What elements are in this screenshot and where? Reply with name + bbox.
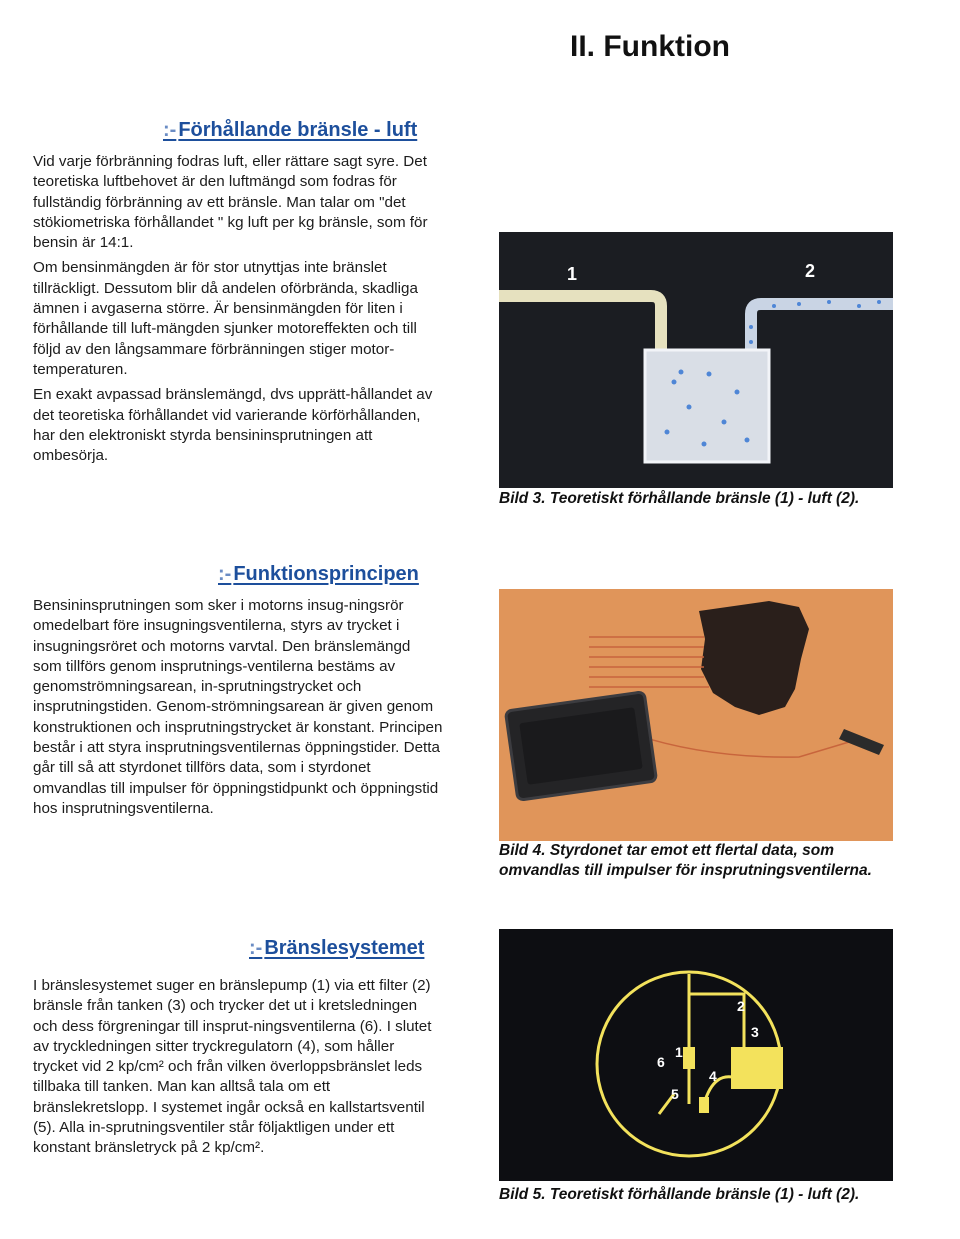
paragraph: Bensininsprutningen som sker i motorns insug-ningsrör omedelbart före insugningsventilerna, styrs av trycket i insugningsröret och motorns varvtal. Den bränslemängd som tillförs genom insprutnings-ventilerna bestäms av genomströmningsarean, in-sprutningstrycket och insprutningstiden. Genom-strömningsarean är given genom konstruktionen och insprutningstrycket är konstant. Principen består i att styra insprutningsventilernas öppningstider. Detta går till så att styrdonet tillförs data, som i styrdonet omvandlas till impulser för öppningstidpunkt och öppningstid hos insprutningsventilerna.	[33, 597, 443, 817]
section-heading-fuel-system	[249, 937, 424, 960]
bullet-icon: :-	[249, 937, 263, 959]
paragraph: I bränslesystemet suger en bränslepump (1) via ett filter (2) bränsle från tanken (3) och trycker det ut i kretsledningen och dess förgreningar till insprut-ningsventilerna (6). I slutet av tryckledningen sitter tryckregulatorn (4), som håller trycket vid 2 kp/cm² och från vilken överloppsbränslet leds tillbaka till tanken. Man kan alltså tala om ett bränslekretslopp. I systemet ingår också en kallstartsventil (5). Alla in-sprutningsventiler står följaktligen under ett konstant bränsletryck på 2 kp/cm².	[33, 977, 432, 1157]
label-cold-start-valve: 5	[671, 1086, 679, 1102]
figure-control-unit	[499, 589, 893, 841]
figure-label-2: 2	[805, 261, 816, 281]
figure-caption-4: Bild 4. Styrdonet tar emot ett flertal data, som omvandlas till impulser för insprutningsventilerna.	[499, 842, 872, 879]
section-body-fuel-system	[33, 976, 443, 1164]
section-heading-fuel-air-ratio	[163, 119, 417, 142]
label-pump: 1	[675, 1044, 683, 1060]
fuel-tank	[731, 1047, 783, 1089]
label-regulator: 4	[709, 1068, 717, 1084]
label-tank: 3	[751, 1024, 759, 1040]
label-injectors: 6	[657, 1054, 665, 1070]
label-filter: 2	[737, 998, 745, 1014]
paragraph: Om bensinmängden är för stor utnyttjas inte bränslet tillräckligt. Dessutom blir då andelen oförbrända, skadliga ämnen i avgaserna större. Är bensinmängden för liten i förhållande till luft-mängden sjunker motoreffekten och till följd av den långsammare förbränningen stiger motor-temperaturen.	[33, 259, 418, 378]
heading-text: Förhållande bränsle - luft	[178, 119, 418, 141]
section-heading-function-principle	[218, 563, 419, 586]
paragraph: Vid varje förbränning fodras luft, eller rättare sagt syre. Det teoretiska luftbehovet är den luftmängd som fodras för fullständig förbränning av ett bränsle. Man talar om "det stökiometriska förhållandet " kg luft per kg bränsle, som för bensin är 14:1.	[33, 153, 428, 252]
section-body-function-principle	[33, 596, 443, 824]
figure-background	[499, 929, 893, 1181]
heading-text: Bränslesystemet	[264, 937, 425, 959]
bullet-icon: :-	[218, 563, 232, 585]
heading-text: Funktionsprincipen	[233, 563, 419, 585]
fuel-air-ratio-illustration	[499, 232, 893, 488]
fuel-system-diagram	[499, 929, 893, 1181]
control-unit-photo	[499, 589, 893, 841]
page-title: II. Funktion	[570, 30, 730, 63]
figure-caption-5: Bild 5. Teoretiskt förhållande bränsle (1) - luft (2).	[499, 1186, 860, 1203]
section-body-fuel-air-ratio	[33, 152, 443, 471]
mixing-vessel	[645, 350, 769, 462]
figure-caption-3: Bild 3. Teoretiskt förhållande bränsle (1) - luft (2).	[499, 490, 860, 507]
paragraph: En exakt avpassad bränslemängd, dvs upprätt-hållandet av det teoretiska förhållandet vid varierande körförhållanden, har den elektroniskt styrda bensininsprutningen att ombesörja.	[33, 386, 433, 465]
figure-fuel-system	[499, 929, 893, 1181]
pressure-regulator	[699, 1097, 709, 1113]
fuel-pump	[683, 1047, 695, 1069]
bullet-icon: :-	[163, 119, 177, 141]
figure-label-1: 1	[567, 264, 578, 284]
figure-fuel-air-ratio	[499, 232, 893, 488]
